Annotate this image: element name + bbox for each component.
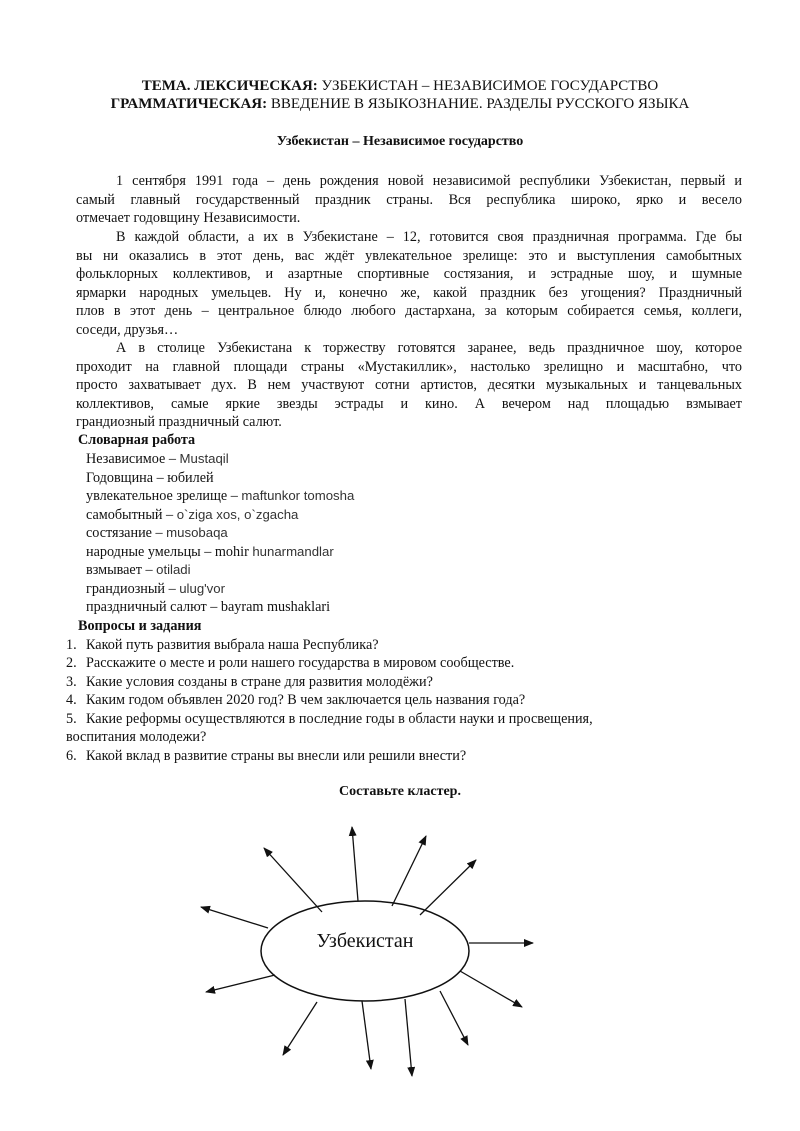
grammar-label: ГРАММАТИЧЕСКАЯ:: [110, 96, 268, 112]
paragraph-line: вы ни оказались в этот день, вас ждёт увлекательное зрелище: это и выступления самобытных: [76, 247, 742, 264]
cluster-task: Составьте кластер.: [339, 784, 461, 799]
cluster-arrow: [264, 848, 322, 912]
paragraph-line: ярмарки народных умельцев. Ну и, конечно же, какой праздник без угощения? Праздничный: [76, 284, 742, 301]
cluster-center-label: Узбекистан: [316, 930, 414, 952]
vocab-item: взмывает – otiladi: [86, 562, 191, 578]
question-item-continuation: воспитания молодежи?: [66, 729, 207, 745]
lexical-topic: УЗБЕКИСТАН – НЕЗАВИСИМОЕ ГОСУДАРСТВО: [317, 78, 659, 94]
vocab-item: Годовщина – юбилей: [86, 470, 214, 486]
vocab-item: грандиозный – ulug'vor: [86, 581, 225, 597]
questions-heading: Вопросы и задания: [78, 618, 202, 634]
question-item: 3. Какие условия созданы в стране для развития молодёжи?: [66, 674, 433, 690]
lexical-label: ТЕМА. ЛЕКСИЧЕСКАЯ:: [141, 78, 318, 94]
cluster-arrow: [201, 907, 268, 928]
cluster-arrow: [392, 836, 426, 906]
grammar-topic: ВВЕДЕНИЕ В ЯЗЫКОЗНАНИЕ. РАЗДЕЛЫ РУССКОГО ЯЗЫКА: [267, 96, 690, 112]
question-item: 4. Каким годом объявлен 2020 год? В чем заключается цель названия года?: [66, 692, 526, 708]
vocab-item: праздничный салют – bayram mushaklari: [86, 599, 331, 615]
paragraph-line: фольклорных коллективов, и азартные спортивные состязания, и эстрадные шоу, и шумные: [76, 266, 742, 283]
paragraph-line: плов в этот день – центральное блюдо любого дастархана, за которым собирается семья, коллеги,: [76, 303, 742, 320]
vocab-item: состязание – musobaqa: [86, 525, 228, 541]
cluster-arrow: [283, 1002, 317, 1055]
paragraph-line: проходит на главной площади страны «Мустакиллик», настолько зрелищно и масштабно, что: [76, 358, 742, 375]
paragraph-line: грандиозный праздничный салют.: [76, 414, 282, 431]
paragraph-line: самый главный государственный праздник страны. Вся республика широко, ярко и весело: [76, 191, 742, 208]
vocab-item: Независимое – Mustaqil: [86, 451, 229, 467]
vocab-item: самобытный – o`ziga xos, o`zgacha: [86, 507, 299, 523]
paragraph-line: соседи, друзья…: [76, 321, 179, 338]
cluster-arrow: [352, 827, 358, 901]
question-item: 6. Какой вклад в развитие страны вы внесли или решили внести?: [66, 748, 467, 764]
text-title: Узбекистан – Независимое государство: [276, 134, 524, 149]
paragraph-line: отмечает годовщину Независимости.: [76, 210, 301, 227]
vocab-item: увлекательное зрелище – maftunkor tomosha: [86, 488, 355, 504]
question-item: 2. Расскажите о месте и роли нашего государства в мировом сообществе.: [66, 655, 515, 671]
cluster-arrow: [440, 991, 468, 1045]
paragraph-line: коллективов, самые яркие звезды эстрады и кино. А вечером над площадью взмывает: [76, 395, 742, 412]
question-item: 1. Какой путь развития выбрала наша Республика?: [66, 637, 379, 653]
cluster-arrow: [362, 1001, 371, 1069]
cluster-arrow: [420, 860, 476, 915]
vocab-item: народные умельцы – mohir hunarmandlar: [86, 544, 334, 560]
vocab-heading: Словарная работа: [78, 432, 196, 448]
question-item: 5. Какие реформы осуществляются в последние годы в области науки и просвещения,: [66, 711, 593, 727]
paragraph-line: 1 сентября 1991 года – день рождения новой независимой республики Узбекистан, первый и: [116, 173, 742, 189]
paragraph-line: В каждой области, а их в Узбекистане – 12, готовится своя праздничная программа. Где бы: [116, 229, 742, 245]
cluster-arrow: [405, 999, 412, 1076]
paragraph-line: А в столице Узбекистана к торжеству готовятся заранее, ведь праздничное шоу, которое: [116, 340, 742, 356]
cluster-arrow: [206, 975, 275, 992]
cluster-arrow: [460, 971, 522, 1007]
paragraph-line: просто захватывает дух. В нем участвуют сотни артистов, десятки музыкальных и танцевальных: [76, 377, 742, 394]
